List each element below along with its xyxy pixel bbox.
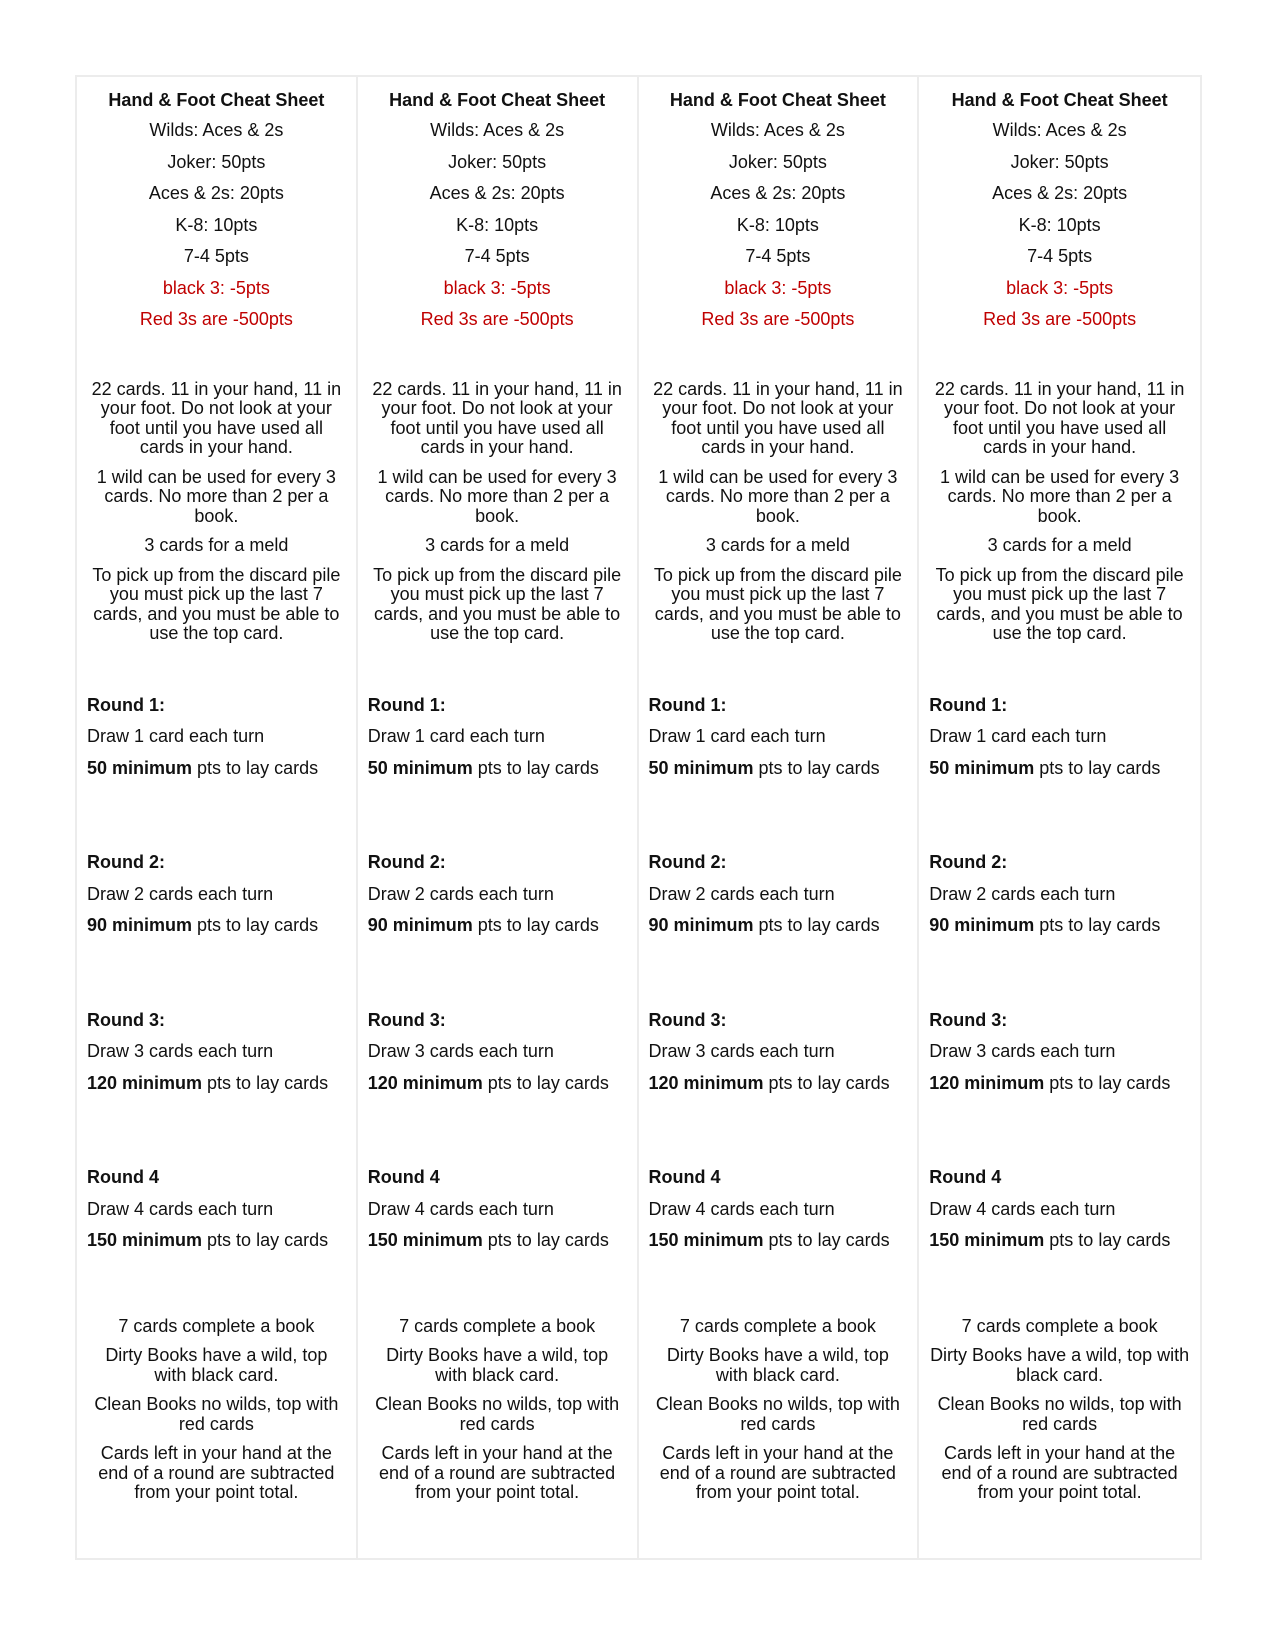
round-minimum-text: pts to lay cards (1034, 915, 1161, 935)
round-minimum (649, 1225, 908, 1257)
round-minimum-text: pts to lay cards (753, 757, 880, 778)
cheat-sheet-card (358, 77, 639, 1558)
round-minimum-text: pts to lay cards (763, 1072, 890, 1093)
round-minimum (649, 753, 908, 785)
point-value-line: Red 3s are -500pts (139, 309, 293, 329)
spacer (87, 1257, 346, 1317)
round-minimum-text: pts to lay cards (192, 915, 319, 935)
card-title: Hand & Foot Cheat Sheet (389, 90, 606, 110)
rule-paragraph: 1 wild can be used for every 3 cards. No more than 2 per a book. (377, 466, 617, 526)
round-minimum-text: pts to lay cards (472, 915, 599, 935)
round-minimum-value: 50 minimum (87, 757, 193, 778)
round-minimum-value: 150 minimum (87, 1230, 203, 1250)
round-minimum-value: 120 minimum (367, 1072, 483, 1093)
point-value-line: Joker: 50pts (1010, 151, 1109, 172)
book-rule: Cards left in your hand at the end of a round are subtracted from your point total. (941, 1443, 1178, 1502)
spacer (87, 784, 346, 847)
spacer (368, 644, 627, 690)
round-minimum-text: pts to lay cards (753, 915, 880, 935)
point-value-line: black 3: -5pts (443, 277, 551, 298)
round-minimum-text: pts to lay cards (1044, 1230, 1171, 1250)
round-minimum-text: pts to lay cards (192, 757, 319, 778)
book-rule: 7 cards complete a book (961, 1315, 1158, 1336)
round-minimum (87, 1068, 346, 1100)
point-value-line: black 3: -5pts (724, 277, 832, 298)
round-minimum-value: 50 minimum (367, 757, 473, 778)
spacer (929, 336, 1190, 380)
round-title: Round 2: (648, 852, 727, 872)
round-title: Round 1: (929, 694, 1008, 715)
spacer (649, 1099, 908, 1162)
point-value-line: Red 3s are -500pts (420, 309, 574, 329)
round-draw: Draw 4 cards each turn (87, 1198, 274, 1219)
round-draw: Draw 2 cards each turn (648, 883, 835, 904)
round-block (929, 1005, 1190, 1163)
round-minimum-text: pts to lay cards (472, 757, 599, 778)
round-minimum-value: 90 minimum (367, 915, 473, 935)
point-value-line: Aces & 2s: 20pts (148, 183, 284, 203)
round-title: Round 4 (367, 1167, 440, 1187)
round-minimum (368, 1068, 627, 1100)
round-draw: Draw 4 cards each turn (367, 1198, 554, 1219)
rule-paragraph: 22 cards. 11 in your hand, 11 in your foot. Do not look at your foot until you have used all cards in your hand. (372, 378, 622, 457)
book-rule: Cards left in your hand at the end of a round are subtracted from your point total. (379, 1443, 616, 1502)
point-value-line: Aces & 2s: 20pts (992, 183, 1128, 203)
round-minimum (368, 1225, 627, 1257)
point-value-line: black 3: -5pts (1006, 277, 1114, 298)
round-minimum (87, 753, 346, 785)
round-block (649, 847, 908, 1005)
book-rule: Dirty Books have a wild, top with black card. (105, 1345, 328, 1385)
round-minimum (368, 753, 627, 785)
spacer (368, 336, 627, 380)
rule-paragraph: 22 cards. 11 in your hand, 11 in your foot. Do not look at your foot until you have used all cards in your hand. (653, 378, 903, 457)
book-rule: 7 cards complete a book (118, 1315, 315, 1336)
round-draw: Draw 4 cards each turn (929, 1198, 1116, 1219)
round-minimum-text: pts to lay cards (482, 1072, 609, 1093)
rule-paragraph: 22 cards. 11 in your hand, 11 in your foot. Do not look at your foot until you have used all cards in your hand. (934, 378, 1185, 457)
cheat-sheet-card (919, 77, 1200, 1558)
card-title: Hand & Foot Cheat Sheet (669, 90, 886, 110)
point-value-line: K-8: 10pts (456, 214, 539, 235)
spacer (929, 784, 1190, 847)
round-minimum-value: 90 minimum (648, 915, 754, 935)
spacer (649, 336, 908, 380)
round-draw: Draw 3 cards each turn (87, 1041, 274, 1061)
round-title: Round 2: (929, 852, 1008, 872)
round-title: Round 1: (367, 694, 446, 715)
round-block (929, 1162, 1190, 1257)
round-block (649, 690, 908, 848)
card-title: Hand & Foot Cheat Sheet (108, 90, 325, 110)
round-minimum-text: pts to lay cards (1044, 1072, 1171, 1093)
spacer (87, 942, 346, 1005)
point-value-line: 7-4 5pts (183, 246, 249, 266)
round-draw: Draw 1 card each turn (648, 726, 826, 746)
point-value-line: Wilds: Aces & 2s (710, 120, 845, 140)
round-minimum (649, 1068, 908, 1100)
book-rule: Dirty Books have a wild, top with black card. (666, 1345, 889, 1385)
rule-paragraph: 1 wild can be used for every 3 cards. No more than 2 per a book. (96, 466, 336, 526)
cheat-sheet-card (639, 77, 920, 1558)
round-block (87, 847, 346, 1005)
round-minimum (368, 910, 627, 942)
round-title: Round 3: (648, 1009, 727, 1030)
round-title: Round 2: (87, 852, 165, 872)
rule-paragraph: 3 cards for a meld (987, 535, 1132, 555)
round-title: Round 3: (929, 1009, 1008, 1030)
point-value-line: Wilds: Aces & 2s (430, 120, 565, 140)
round-minimum-text: pts to lay cards (763, 1230, 890, 1250)
round-block (368, 1005, 627, 1163)
point-value-line: Aces & 2s: 20pts (429, 183, 565, 203)
round-minimum (87, 910, 346, 942)
cheat-sheet-grid (75, 75, 1202, 1560)
round-title: Round 4 (929, 1167, 1002, 1187)
round-minimum-value: 150 minimum (648, 1230, 764, 1250)
round-draw: Draw 1 card each turn (367, 726, 545, 746)
round-draw: Draw 2 cards each turn (929, 883, 1116, 904)
book-rule: Clean Books no wilds, top with red cards (94, 1394, 339, 1434)
round-draw: Draw 3 cards each turn (648, 1041, 835, 1061)
point-value-line: Wilds: Aces & 2s (992, 120, 1127, 140)
round-minimum-value: 150 minimum (929, 1230, 1045, 1250)
point-value-line: 7-4 5pts (1027, 246, 1093, 266)
cheat-sheet-card (77, 77, 358, 1558)
spacer (368, 1099, 627, 1162)
book-rule: Cards left in your hand at the end of a round are subtracted from your point total. (659, 1443, 896, 1502)
round-draw: Draw 4 cards each turn (648, 1198, 835, 1219)
rule-paragraph: 3 cards for a meld (705, 535, 850, 555)
round-block (87, 1162, 346, 1257)
spacer (87, 1099, 346, 1162)
round-block (649, 1162, 908, 1257)
card-title: Hand & Foot Cheat Sheet (951, 90, 1168, 110)
point-value-line: black 3: -5pts (162, 277, 270, 298)
book-rule: Dirty Books have a wild, top with black card. (386, 1345, 609, 1385)
point-value-line: Joker: 50pts (728, 151, 827, 172)
book-rule: Dirty Books have a wild, top with black card. (930, 1345, 1190, 1385)
point-value-line: 7-4 5pts (745, 246, 811, 266)
round-minimum-text: pts to lay cards (202, 1230, 329, 1250)
spacer (929, 644, 1190, 690)
spacer (368, 1257, 627, 1317)
point-value-line: Wilds: Aces & 2s (149, 120, 284, 140)
round-title: Round 3: (367, 1009, 446, 1030)
round-minimum (929, 1225, 1190, 1257)
round-minimum-value: 120 minimum (929, 1072, 1045, 1093)
rule-paragraph: To pick up from the discard pile you must pick up the last 7 cards, and you must be able to use the top card. (92, 564, 341, 643)
spacer (929, 942, 1190, 1005)
rule-paragraph: 1 wild can be used for every 3 cards. No more than 2 per a book. (658, 466, 898, 526)
rule-paragraph: 3 cards for a meld (425, 535, 570, 555)
rule-paragraph: 3 cards for a meld (144, 535, 289, 555)
round-minimum (929, 753, 1190, 785)
round-title: Round 2: (367, 852, 446, 872)
round-minimum-value: 120 minimum (648, 1072, 764, 1093)
round-draw: Draw 2 cards each turn (87, 883, 274, 904)
round-minimum (929, 910, 1190, 942)
round-block (929, 847, 1190, 1005)
round-block (368, 847, 627, 1005)
round-block (929, 690, 1190, 848)
round-minimum-text: pts to lay cards (1034, 757, 1161, 778)
rule-paragraph: To pick up from the discard pile you must pick up the last 7 cards, and you must be able to use the top card. (653, 564, 902, 643)
book-rule: 7 cards complete a book (679, 1315, 876, 1336)
round-draw: Draw 3 cards each turn (929, 1041, 1116, 1061)
spacer (368, 784, 627, 847)
round-draw: Draw 2 cards each turn (367, 883, 554, 904)
round-minimum-text: pts to lay cards (202, 1072, 329, 1093)
rule-paragraph: 22 cards. 11 in your hand, 11 in your foot. Do not look at your foot until you have used all cards in your hand. (91, 378, 342, 457)
round-minimum (87, 1225, 346, 1257)
round-minimum-value: 90 minimum (87, 915, 193, 935)
round-block (368, 1162, 627, 1257)
round-block (87, 690, 346, 848)
book-rule: Clean Books no wilds, top with red cards (937, 1394, 1182, 1434)
round-minimum-value: 90 minimum (929, 915, 1035, 935)
rule-paragraph: To pick up from the discard pile you must pick up the last 7 cards, and you must be able to use the top card. (935, 564, 1184, 643)
round-title: Round 4 (648, 1167, 721, 1187)
point-value-line: Joker: 50pts (448, 151, 547, 172)
round-title: Round 1: (648, 694, 727, 715)
spacer (87, 336, 346, 380)
spacer (87, 644, 346, 690)
round-minimum-value: 50 minimum (929, 757, 1035, 778)
book-rule: Clean Books no wilds, top with red cards (375, 1394, 620, 1434)
round-minimum-value: 50 minimum (648, 757, 754, 778)
point-value-line: K-8: 10pts (175, 214, 258, 235)
round-block (649, 1005, 908, 1163)
round-title: Round 1: (87, 694, 165, 715)
point-value-line: Aces & 2s: 20pts (710, 183, 846, 203)
spacer (649, 644, 908, 690)
round-minimum-text: pts to lay cards (482, 1230, 609, 1250)
point-value-line: K-8: 10pts (736, 214, 819, 235)
spacer (929, 1257, 1190, 1317)
round-block (87, 1005, 346, 1163)
point-value-line: Red 3s are -500pts (983, 309, 1137, 329)
point-value-line: K-8: 10pts (1018, 214, 1101, 235)
round-minimum (929, 1068, 1190, 1100)
round-title: Round 4 (87, 1167, 159, 1187)
round-title: Round 3: (87, 1009, 165, 1030)
rule-paragraph: 1 wild can be used for every 3 cards. No more than 2 per a book. (940, 466, 1180, 526)
spacer (368, 942, 627, 1005)
book-rule: Cards left in your hand at the end of a round are subtracted from your point total. (98, 1443, 335, 1502)
spacer (649, 942, 908, 1005)
spacer (649, 1257, 908, 1317)
point-value-line: Red 3s are -500pts (701, 309, 855, 329)
point-value-line: Joker: 50pts (167, 151, 266, 172)
point-value-line: 7-4 5pts (464, 246, 530, 266)
round-draw: Draw 1 card each turn (929, 726, 1107, 746)
book-rule: Clean Books no wilds, top with red cards (655, 1394, 900, 1434)
spacer (929, 1099, 1190, 1162)
rule-paragraph: To pick up from the discard pile you must pick up the last 7 cards, and you must be able to use the top card. (373, 564, 622, 643)
round-minimum (649, 910, 908, 942)
round-minimum-value: 120 minimum (87, 1072, 203, 1093)
round-draw: Draw 3 cards each turn (367, 1041, 554, 1061)
round-minimum-value: 150 minimum (367, 1230, 483, 1250)
spacer (649, 784, 908, 847)
book-rule: 7 cards complete a book (399, 1315, 596, 1336)
round-draw: Draw 1 card each turn (87, 726, 265, 746)
round-block (368, 690, 627, 848)
